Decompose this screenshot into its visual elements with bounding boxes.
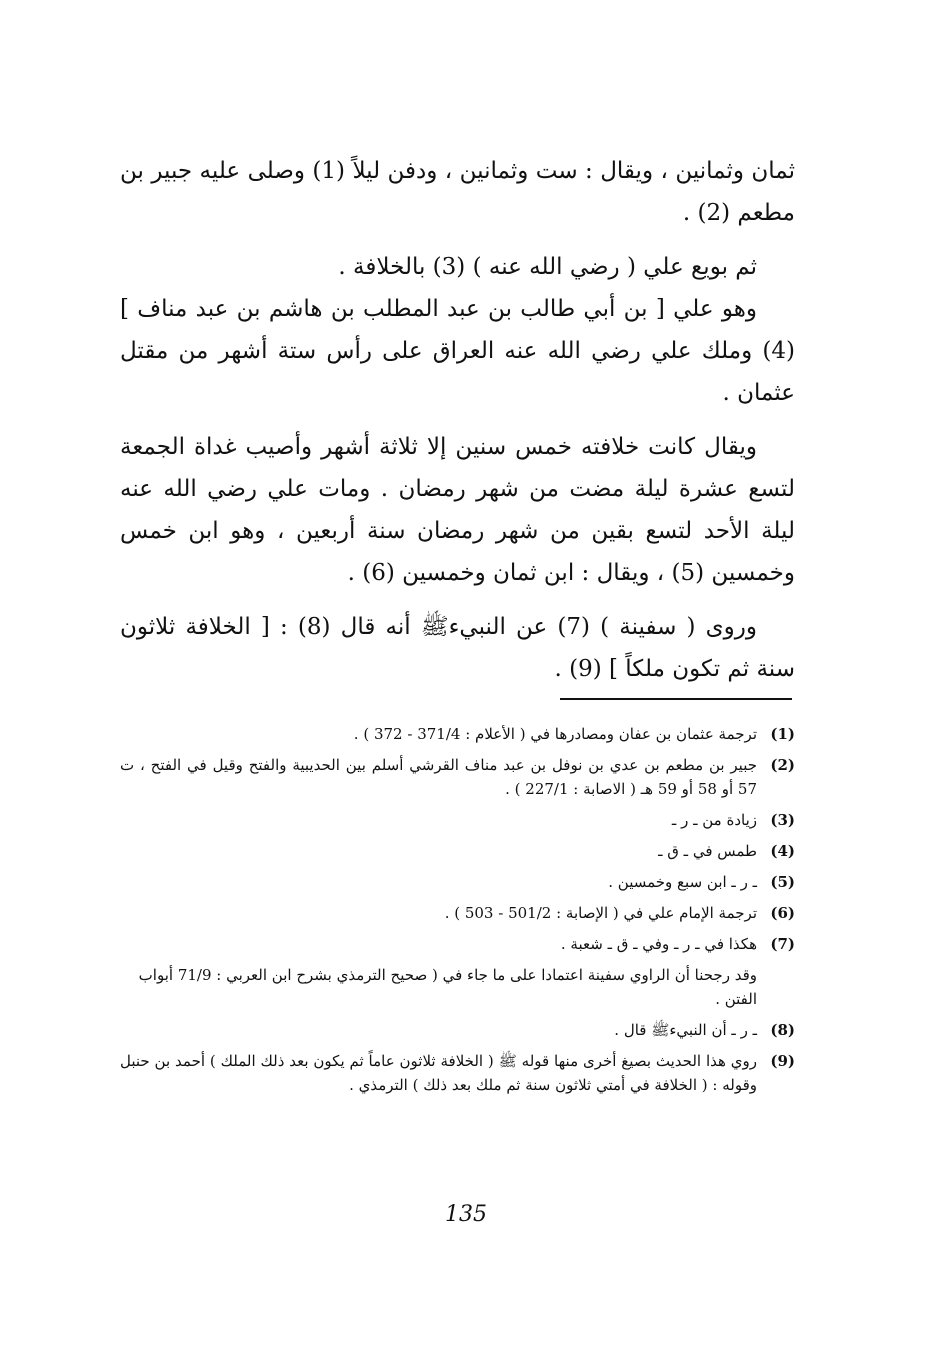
footnote-text: ـ ر ـ ابن سبع وخمسين .	[608, 873, 757, 891]
paragraph-2: ثم بويع علي ( رضي الله عنه ) (3) بالخلافة .	[338, 254, 757, 280]
footnote-7-continuation: وقد رجحنا أن الراوي سفينة اعتمادا على ما جاء في ( صحيح الترمذي بشرح ابن العربي : 71/9 أبواب الفتن .	[138, 966, 757, 1008]
footnote-6	[120, 901, 795, 925]
footnote-number: (1)	[770, 725, 795, 743]
footnote-4	[120, 839, 795, 863]
footnote-text: روي هذا الحديث بصيغ أخرى منها قوله ﷺ ( الخلافة ثلاثون عاماً ثم يكون بعد ذلك الملك ) أحمد بن حنبل وقوله : ( الخلافة في أمتي ثلاثون سنة ثم ملك بعد ذلك ) الترمذي .	[120, 1052, 757, 1094]
footnote-number: (3)	[770, 811, 795, 829]
footnote-5	[120, 870, 795, 894]
footnote-number: (9)	[770, 1052, 795, 1070]
footnote-1	[120, 722, 795, 746]
footnote-text: ترجمة الإمام علي في ( الإصابة : 501/2 - 503 ) .	[444, 904, 757, 922]
footnote-separator	[560, 698, 792, 700]
footnote-number: (2)	[770, 756, 795, 774]
footnote-text: ـ ر ـ أن النبيءﷺ قال .	[614, 1021, 757, 1039]
footnote-7	[120, 932, 795, 956]
paragraph-3: وهو علي [ بن أبي طالب بن عبد المطلب بن هاشم بن عبد مناف ] (4) وملك علي رضي الله عنه العراق على رأس ستة أشهر من مقتل عثمان .	[120, 296, 795, 406]
footnote-text: طمس في ـ ق ـ	[658, 842, 757, 860]
page-number: 135	[445, 1202, 487, 1227]
paragraph-4: ويقال كانت خلافته خمس سنين إلا ثلاثة أشهر وأصيب غداة الجمعة لتسع عشرة ليلة مضت من شهر رمضان . ومات علي رضي الله عنه ليلة الأحد لتسع بقين من شهر رمضان سنة أربعين ، وهو ابن خمس وخمسين (5) ، ويقال : ابن ثمان وخمسين (6) .	[120, 434, 795, 586]
main-text	[120, 150, 795, 690]
footnote-text: جبير بن مطعم بن عدي بن نوفل بن عبد مناف القرشي أسلم بين الحديبية والفتح وقيل في الفتح ، ت 57 أو 58 أو 59 هـ ( الاصابة : 227/1 ) .	[120, 756, 757, 798]
footnote-number: (4)	[770, 842, 795, 860]
footnote-text: زيادة من ـ ر ـ	[671, 811, 757, 829]
footnote-2	[120, 753, 795, 801]
footnote-text: ترجمة عثمان بن عفان ومصادرها في ( الأعلام : 371/4 - 372 ) .	[353, 725, 757, 743]
footnote-3	[120, 808, 795, 832]
footnote-9	[120, 1049, 795, 1097]
paragraph-5: وروى ( سفينة ) (7) عن النبيءﷺ أنه قال (8) : [ الخلافة ثلاثون سنة ثم تكون ملكاً ] (9) .	[120, 614, 795, 682]
footnote-number: (8)	[770, 1021, 795, 1039]
footnote-number: (5)	[770, 873, 795, 891]
footnote-number: (6)	[770, 904, 795, 922]
footnote-number: (7)	[770, 935, 795, 953]
paragraph-1: ثمان وثمانين ، ويقال : ست وثمانين ، ودفن ليلاً (1) وصلى عليه جبير بن مطعم (2) .	[120, 158, 796, 226]
footnotes	[120, 722, 795, 1104]
footnote-text: هكذا في ـ ر ـ وفي ـ ق ـ شعبة .	[560, 935, 757, 953]
footnote-8	[120, 1018, 795, 1042]
